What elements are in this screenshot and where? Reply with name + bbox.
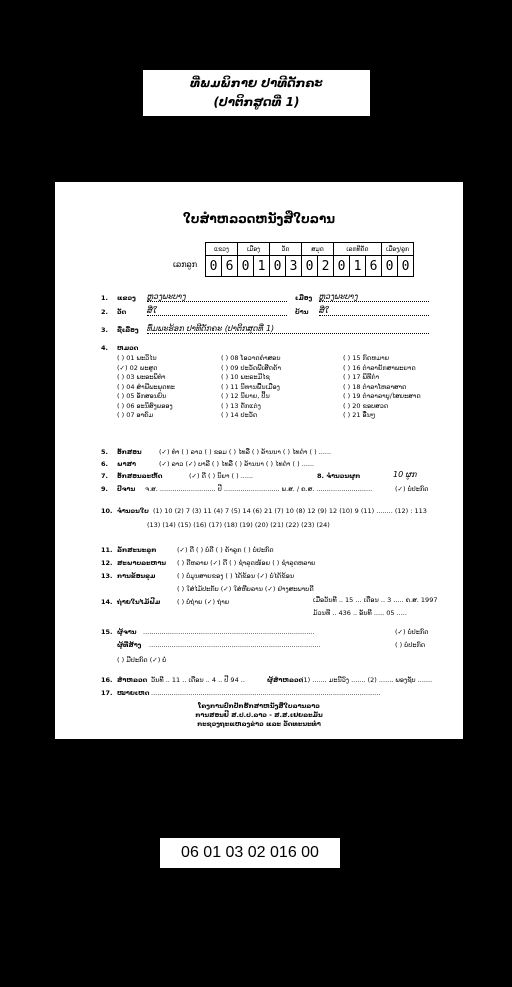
footer-line: ກະຊວງຖະແຫລງຂ່າວ ແລະ ວັດທະນະທໍາ [197, 720, 321, 728]
q15b-extra: ( ) ບໍ່ປະກົດ [395, 641, 426, 649]
q13-label: ການຂ້ອນຂຸມ [117, 572, 156, 580]
q4-option: ( ) 16 ຕໍາລາຍັກສາພະຍາດ [343, 363, 416, 372]
q3-label: ຊື່ເລື່ອງ [117, 326, 139, 334]
q12-number: 12. [101, 559, 113, 567]
q8-value: 10 ຜູກ [393, 470, 418, 479]
code-digit: 0 [238, 256, 254, 277]
q1-label2: ເມືອງ [295, 294, 313, 302]
q5-label: ອັກສອນ [117, 448, 142, 456]
q15-label: ຜູ້ຈານ [117, 628, 137, 636]
document-label-line2: (ປາຕິກສູດທີ່ 1) [213, 95, 300, 109]
q5-options: (✓) ທໍາ ( ) ລາວ ( ) ຂອມ ( ) ໄທລື ( ) ລ້ານນາ ( ) ໄທດໍາ ( ) ...... [159, 448, 332, 456]
code-digit: 0 [382, 256, 398, 277]
q10-row2: (13) (14) (15) (16) (17) (18) (19) (20) (21) (22) (23) (24) [147, 521, 330, 529]
code-digit: 1 [254, 256, 270, 277]
code-header: ວັດ [270, 243, 302, 256]
q4-option: ( ) 18 ຕໍາລາໂຫລາສາດ [343, 382, 407, 391]
q15b-label: ຜູ້ທີ່ສ້າງ [117, 641, 142, 649]
q10-label: ຈໍານວນໃບ [117, 507, 149, 515]
q9-extra: (✓) ບໍ່ປະກົດ [395, 485, 429, 493]
q4-option: ( ) 01 ພະວິໄນ [117, 354, 157, 362]
q14-options: ( ) ບໍ່ຖ່າຍ (✓) ຖ່າຍ [177, 598, 230, 606]
q2-number: 2. [101, 308, 108, 316]
q16-label2: ຜູ້ສໍາຫລວດ [267, 676, 304, 684]
q2-label2: ບ້ານ [295, 308, 309, 316]
q4-option: ( ) 11 ນິທານພື້ນເມືອງ [221, 382, 280, 391]
q4-option: ( ) 09 ປະວັດພີເສີດຄ້າ [221, 363, 281, 372]
code-digit: 0 [270, 256, 286, 277]
q17-label: ໝາຍເຫດ [117, 689, 150, 697]
q2-value2: ສີ່ໃ [319, 306, 429, 316]
q14-date1: ເມື່ອວັນທີ .. 15 ... ເດືອນ .. 3 ..... ຄ.ສ. 1997 [313, 596, 438, 604]
q4-option: ( ) 08 ໂອວາດຄໍາສອນ [221, 354, 281, 362]
q4-option: ( ) 03 ພະອະພິທຳ [117, 373, 166, 381]
q12-label: ສະພາບລະຫານ [117, 559, 167, 567]
q16-date: ວັນທີ .. 11 .. ເດືອນ .. 4 .. ປີ 94 .. [151, 676, 245, 684]
code-digit: 0 [302, 256, 318, 277]
code-label: ເລກລູກ [173, 260, 198, 269]
q1-number: 1. [101, 294, 108, 302]
q13-options2: ( ) ໃສ່ໄມ້ປະກັບ (✓) ໃສ່ຫີບລານ (✓) ຢ່າງສະພາບດີ [177, 585, 314, 593]
form-title: ໃບສຳຫລວດຫນັງສືໃບລານ [182, 212, 336, 226]
q15b-options: ( ) ມີປະກົດ (✓) ບໍ່ [117, 656, 167, 664]
q4-option: ( ) 21 ອື່ນໆ [343, 411, 376, 419]
q17-value: ............................................................................................................... [151, 689, 381, 697]
q6-label: ພາສາ [117, 460, 136, 468]
code-header: ສມຸດ [302, 243, 334, 256]
q14-label: ຖ່າຍໃນໄມ້ຟີມ [117, 598, 161, 606]
survey-form [55, 182, 463, 739]
document-label [143, 70, 370, 116]
q11-options: (✓) ດີ ( ) ບໍ່ດີ ( ) ຄ້າລູກ ( ) ບໍ່ປະກົດ [177, 546, 274, 554]
code-digit-row [206, 256, 414, 277]
q9-number: 9. [101, 485, 108, 493]
q4-col1 [117, 354, 175, 421]
code-digit: 3 [286, 256, 302, 277]
q15-extra: (✓) ບໍ່ປະກົດ [395, 628, 429, 636]
q7-options: (✓) ດີ ( ) ນິຍາ ( ) ...... [189, 472, 254, 480]
q4-option: ( ) 19 ຕໍາລາລາບູ/ໄສຍະສາດ [343, 392, 421, 400]
q11-label: ລັກສະນະລູກ [117, 546, 157, 554]
code-header: ເມື່ອງ/ລູກ [382, 243, 414, 256]
q4-option: ( ) 04 ສໍາພີພະພຸດທະ [117, 382, 175, 391]
q15-value: ................................................................................... [143, 628, 315, 636]
q4-option: ( ) 13 ດັກແຕ່ງ [221, 401, 261, 410]
code-digit: 0 [334, 256, 350, 277]
code-header: ແຂວງ [206, 243, 238, 256]
q8-label: 8. ຈໍານວນຜູກ [317, 472, 361, 480]
form-footer [55, 702, 463, 729]
manuscript-code: 06 01 03 02 016 00 [160, 838, 340, 868]
q6-options: (✓) ລາວ (✓) ບາລີ ( ) ໄທລື ( ) ລ້ານນາ ( ) ໄທດໍາ ( ) ...... [159, 460, 315, 468]
q14-number: 14. [101, 598, 113, 606]
q16-surveyors: (1) ....... ມະນີວົງ ....... (2) ....... ພອງຊັບ ....... [301, 676, 433, 684]
q1-value2: ຫຼວງພະບາງ [319, 292, 429, 302]
q13-options: ( ) ບໍ່ມູນສາຍຂອງ ( ) ໄດ້ຂ້ອນ (✓) ບໍ່ໄດ້ຂ້ອນ [177, 572, 295, 580]
document-label-line1: ທີ່ພມພິກາຍ ປາທີດັກຄະ [190, 76, 323, 90]
q13-number: 13. [101, 572, 113, 580]
footer-line: ໂຄງການປົກປັກຮັກສາຫນັງສືໃບລານລາວ [198, 702, 320, 710]
code-table [205, 242, 414, 277]
q9-value: ຈ.ສ. ........................... ປີ ........................... ພ.ສ. / ຄ.ສ. ........................... [145, 485, 373, 493]
q12-options: ( ) ດີຫລາຍ (✓) ດີ ( ) ຊໍາລຸດໜ້ອຍ ( ) ຊໍາລຸດຫລາຍ [177, 559, 316, 567]
q16-number: 16. [101, 676, 113, 684]
q14-date2: ມ້ວນທີ .. 436 .. ອັນທີ ..... 05 ..... [313, 609, 407, 617]
code-digit: 0 [398, 256, 414, 277]
q10-value: (1) 10 (2) 7 (3) 11 (4) 7 (5) 14 (6) 21 (7) 10 (8) 12 (9) 12 (10) 9 (11) ........ (12) : 113 [153, 507, 427, 515]
code-header: ເມືອງ [238, 243, 270, 256]
code-header-row [206, 243, 414, 256]
q4-option: ( ) 15 ກົດຫມາຍ [343, 354, 390, 362]
code-digit: 6 [366, 256, 382, 277]
q2-label: ວັດ [117, 308, 127, 316]
q4-option: ( ) 05 ອັກສອນບົນ [117, 392, 167, 400]
q4-col3 [343, 354, 421, 421]
q4-option: ( ) 06 ອະນິສົງພອອງ [117, 401, 173, 410]
q11-number: 11. [101, 546, 113, 554]
q15b-value: ................................................................................... [149, 641, 321, 649]
q7-label: ອັກສອນລະຫັດ [117, 472, 163, 480]
q4-number: 4. [101, 344, 108, 352]
code-header: ເລກທີດັດ [334, 243, 382, 256]
q3-value: ທົ່ມພະຮ້ອກ ປາທີດັກຄະ (ປາຕິກສູດທີ່ 1) [147, 324, 429, 334]
q4-col2 [221, 354, 281, 421]
code-digit: 1 [350, 256, 366, 277]
q4-option: ( ) 12 ນິຍາຍ, ປິ້ນ [221, 392, 270, 400]
code-digit: 6 [222, 256, 238, 277]
q2-value: ສີ່ໃ [147, 306, 287, 316]
code-digit: 2 [318, 256, 334, 277]
q1-label: ແຂວງ [117, 294, 136, 302]
q1-value: ຫຼວງພະບາງ [147, 292, 287, 302]
q10-number: 10. [101, 507, 113, 515]
q16-label: ສໍາຫລວດ [117, 676, 148, 684]
footer-line: ການສອນຢີ ສ.ປ.ປ.ລາວ - ສ.ສ.ເຢຍລະມັນ [195, 711, 323, 719]
code-digit: 0 [206, 256, 222, 277]
q4-option: ( ) 20 ຂອບສວດ [343, 401, 389, 410]
q3-number: 3. [101, 326, 108, 334]
q15-number: 15. [101, 628, 113, 636]
q5-number: 5. [101, 448, 108, 456]
q6-number: 6. [101, 460, 108, 468]
q7-number: 7. [101, 472, 108, 480]
q4-label: ຫມວດ [117, 344, 139, 352]
q17-number: 17. [101, 689, 113, 697]
q4-option: ( ) 17 ພິທີກໍາ [343, 373, 380, 381]
q4-option: ( ) 10 ພະຣະມີໄຊ [221, 373, 270, 381]
q4-option: ( ) 14 ປະວັດ [221, 411, 258, 419]
q4-option: ( ) 07 ອາຄົມ [117, 411, 154, 419]
q9-label: ປີຈານ [117, 485, 136, 493]
q4-option: (✓) 02 ພະສູດ [117, 363, 158, 372]
